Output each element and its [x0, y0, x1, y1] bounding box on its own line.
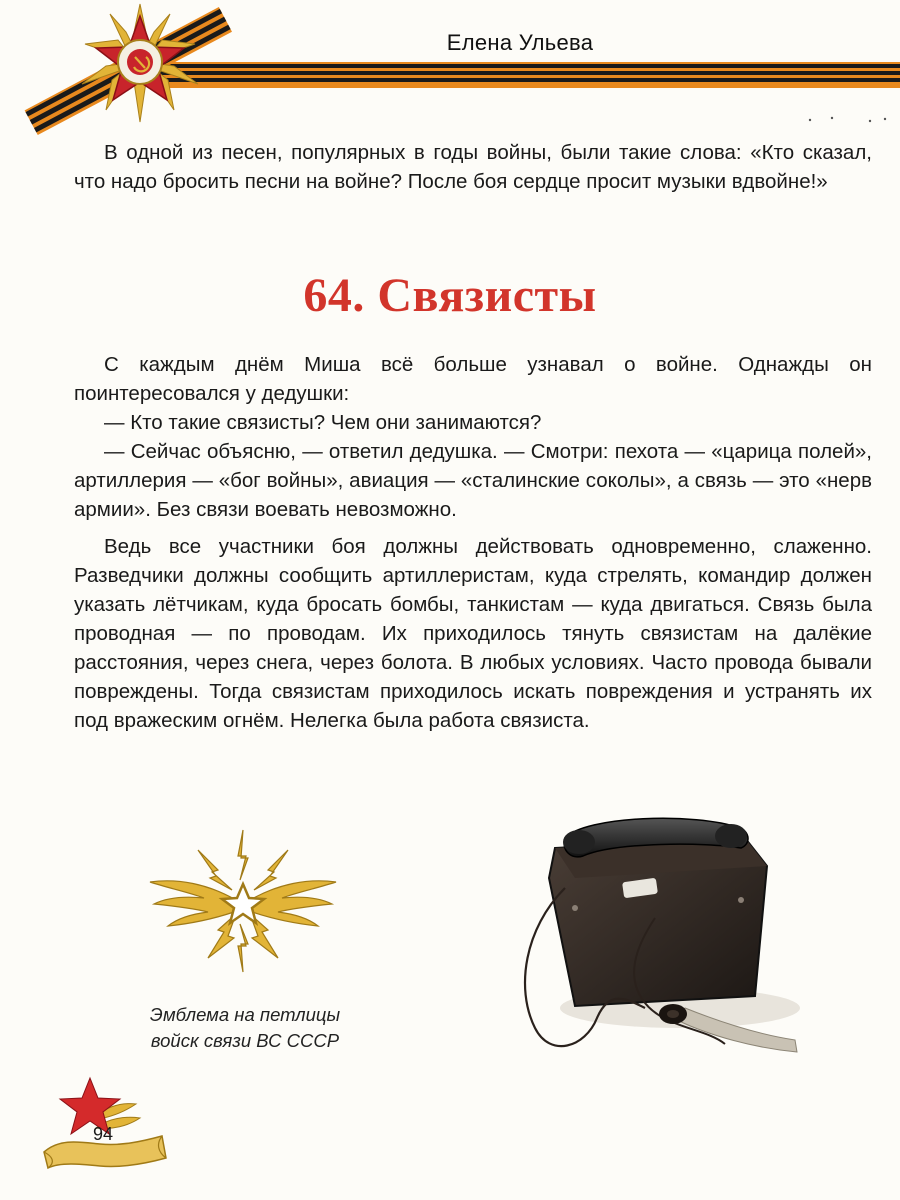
- caption-line: Эмблема на петлицы: [149, 1004, 341, 1025]
- intro-text: [74, 138, 872, 196]
- chapter-title: 64. Связисты: [303, 269, 597, 322]
- intro-paragraph: В одной из песен, популярных в годы войны, были такие слова: «Кто сказал, что надо бросить песни на войне? После боя сердце просит музыки вдвойне!»: [74, 141, 872, 193]
- page-number: 94: [92, 1124, 114, 1144]
- chapter-body: [74, 350, 872, 735]
- body-paragraph: С каждым днём Миша всё больше узнавал о войне. Однажды он поинтересовался у дедушки:: [74, 353, 872, 405]
- signal-corps-emblem-icon: [148, 828, 338, 983]
- caption-line: войск связи ВС СССР: [150, 1030, 340, 1051]
- body-paragraph: Ведь все участники боя должны действовать одновременно, слаженно. Разведчики должны сообщить артиллеристам, куда стрелять, командир должен указать лётчикам, куда бросать бомбы, танкистам — куда двигаться. Связь была проводная — по проводам. Их приходилось тянуть связистам на далёкие расстояния, через снега, через болота. В любых условиях. Часто провода бывали повреждены. Тогда связистам приходилось искать повреждения и устранять их под вражеским огнём. Нелегка была работа связиста.: [74, 535, 872, 732]
- emblem-caption: [100, 1002, 390, 1054]
- body-paragraph: — Кто такие связисты? Чем они занимаются?: [104, 411, 542, 434]
- body-paragraph: — Сейчас объясню, — ответил дедушка. — Смотри: пехота — «царица полей», артиллерия — «бог войны», авиация — «сталинские соколы», а связь — это «нерв армии». Без связи воевать невозможно.: [74, 440, 872, 521]
- page-header: [0, 0, 900, 140]
- author-name: Елена Ульева: [446, 30, 594, 55]
- st-george-ribbon: [0, 0, 900, 140]
- field-telephone-icon: [505, 808, 805, 1083]
